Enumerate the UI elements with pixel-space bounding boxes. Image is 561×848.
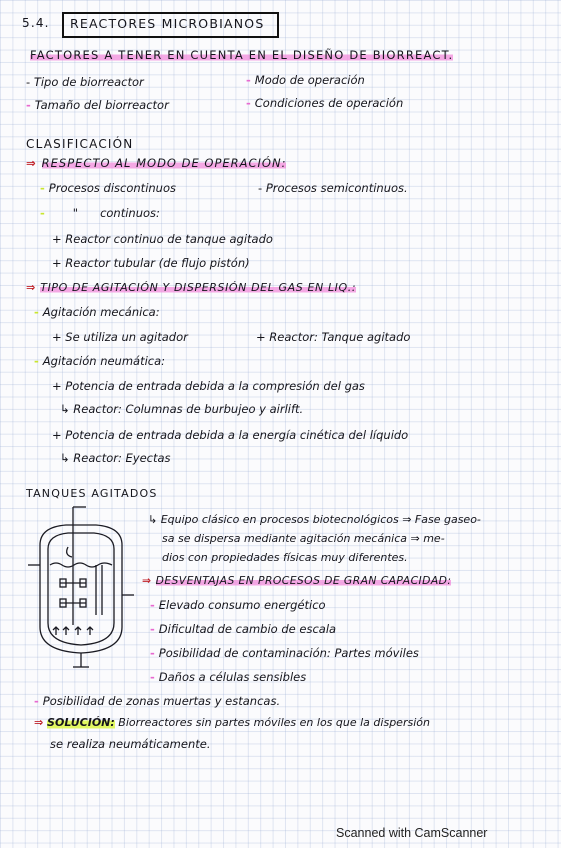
tanks-heading: TANQUES AGITADOS [26,487,158,500]
solution-line-2: se realiza neumáticamente. [50,737,211,751]
mode-semicontinuous: - Procesos semicontinuos. [258,181,408,195]
classification-heading: CLASIFICACIÓN [26,137,134,151]
stirred-tank-reactor-sketch [26,505,136,685]
disadvantage-item-3: - Posibilidad de contaminación: Partes móviles [150,646,419,660]
pneumatic-reactor-1: ↳ Reactor: Columnas de burbujeo y airlift. [60,402,304,416]
section-number: 5.4. [22,16,50,30]
tanks-description-1: ↳ Equipo clásico en procesos biotecnológicos ⇒ Fase gaseo- [148,513,481,526]
factor-item-1: - Tipo de biorreactor [26,75,144,89]
factors-heading: FACTORES A TENER EN CUENTA EN EL DISEÑO DE BIORREACT. [30,48,454,62]
mode-discontinuous: - Procesos discontinuos [40,181,176,195]
tanks-description-2: sa se dispersa mediante agitación mecánica ⇒ me- [162,532,445,545]
arrow-icon: ⇒ [34,716,48,729]
disadvantage-item-4: - Daños a células sensibles [150,670,307,684]
solution-line-1: ⇒ SOLUCIÓN: Biorreactores sin partes móviles en los que la dispersión [34,716,430,729]
arrow-icon: ⇒ [26,281,41,294]
tanks-description-3: dios con propiedades físicas muy diferentes. [162,551,408,564]
page-title: REACTORES MICROBIANOS [70,16,265,31]
pneumatic-reactor-2: ↳ Reactor: Eyectas [60,451,171,465]
disadvantage-item-2: - Dificultad de cambio de escala [150,622,337,636]
factor-item-2: - Modo de operación [246,73,365,87]
extra-disadvantage: - Posibilidad de zonas muertas y estancas. [34,694,281,708]
arrow-icon: ⇒ [142,574,156,587]
mechanical-item-1: + Se utiliza un agitador [52,330,188,344]
continuous-item-1: + Reactor continuo de tanque agitado [52,232,273,246]
agitation-heading: ⇒ TIPO DE AGITACIÓN Y DISPERSIÓN DEL GAS EN LIQ.: [26,281,357,294]
pneumatic-item-2: + Potencia de entrada debida a la energía cinética del líquido [52,428,409,442]
continuous-item-2: + Reactor tubular (de flujo pistón) [52,256,250,270]
mode-continuous: - " continuos: [40,206,160,220]
arrow-icon: ⇒ [26,156,42,170]
mode-heading: ⇒ RESPECTO AL MODO DE OPERACIÓN: [26,156,287,170]
factor-item-4: - Condiciones de operación [246,96,404,110]
scanner-watermark: Scanned with CamScanner [336,826,488,840]
disadvantage-item-1: - Elevado consumo energético [150,598,326,612]
mechanical-agitation: - Agitación mecánica: [34,305,160,319]
pneumatic-item-1: + Potencia de entrada debida a la compresión del gas [52,379,365,393]
factor-item-3: - Tamaño del biorreactor [26,98,169,112]
disadvantages-heading: ⇒ DESVENTAJAS EN PROCESOS DE GRAN CAPACIDAD: [142,574,452,587]
pneumatic-agitation: - Agitación neumática: [34,354,166,368]
mechanical-item-2: + Reactor: Tanque agitado [256,330,411,344]
